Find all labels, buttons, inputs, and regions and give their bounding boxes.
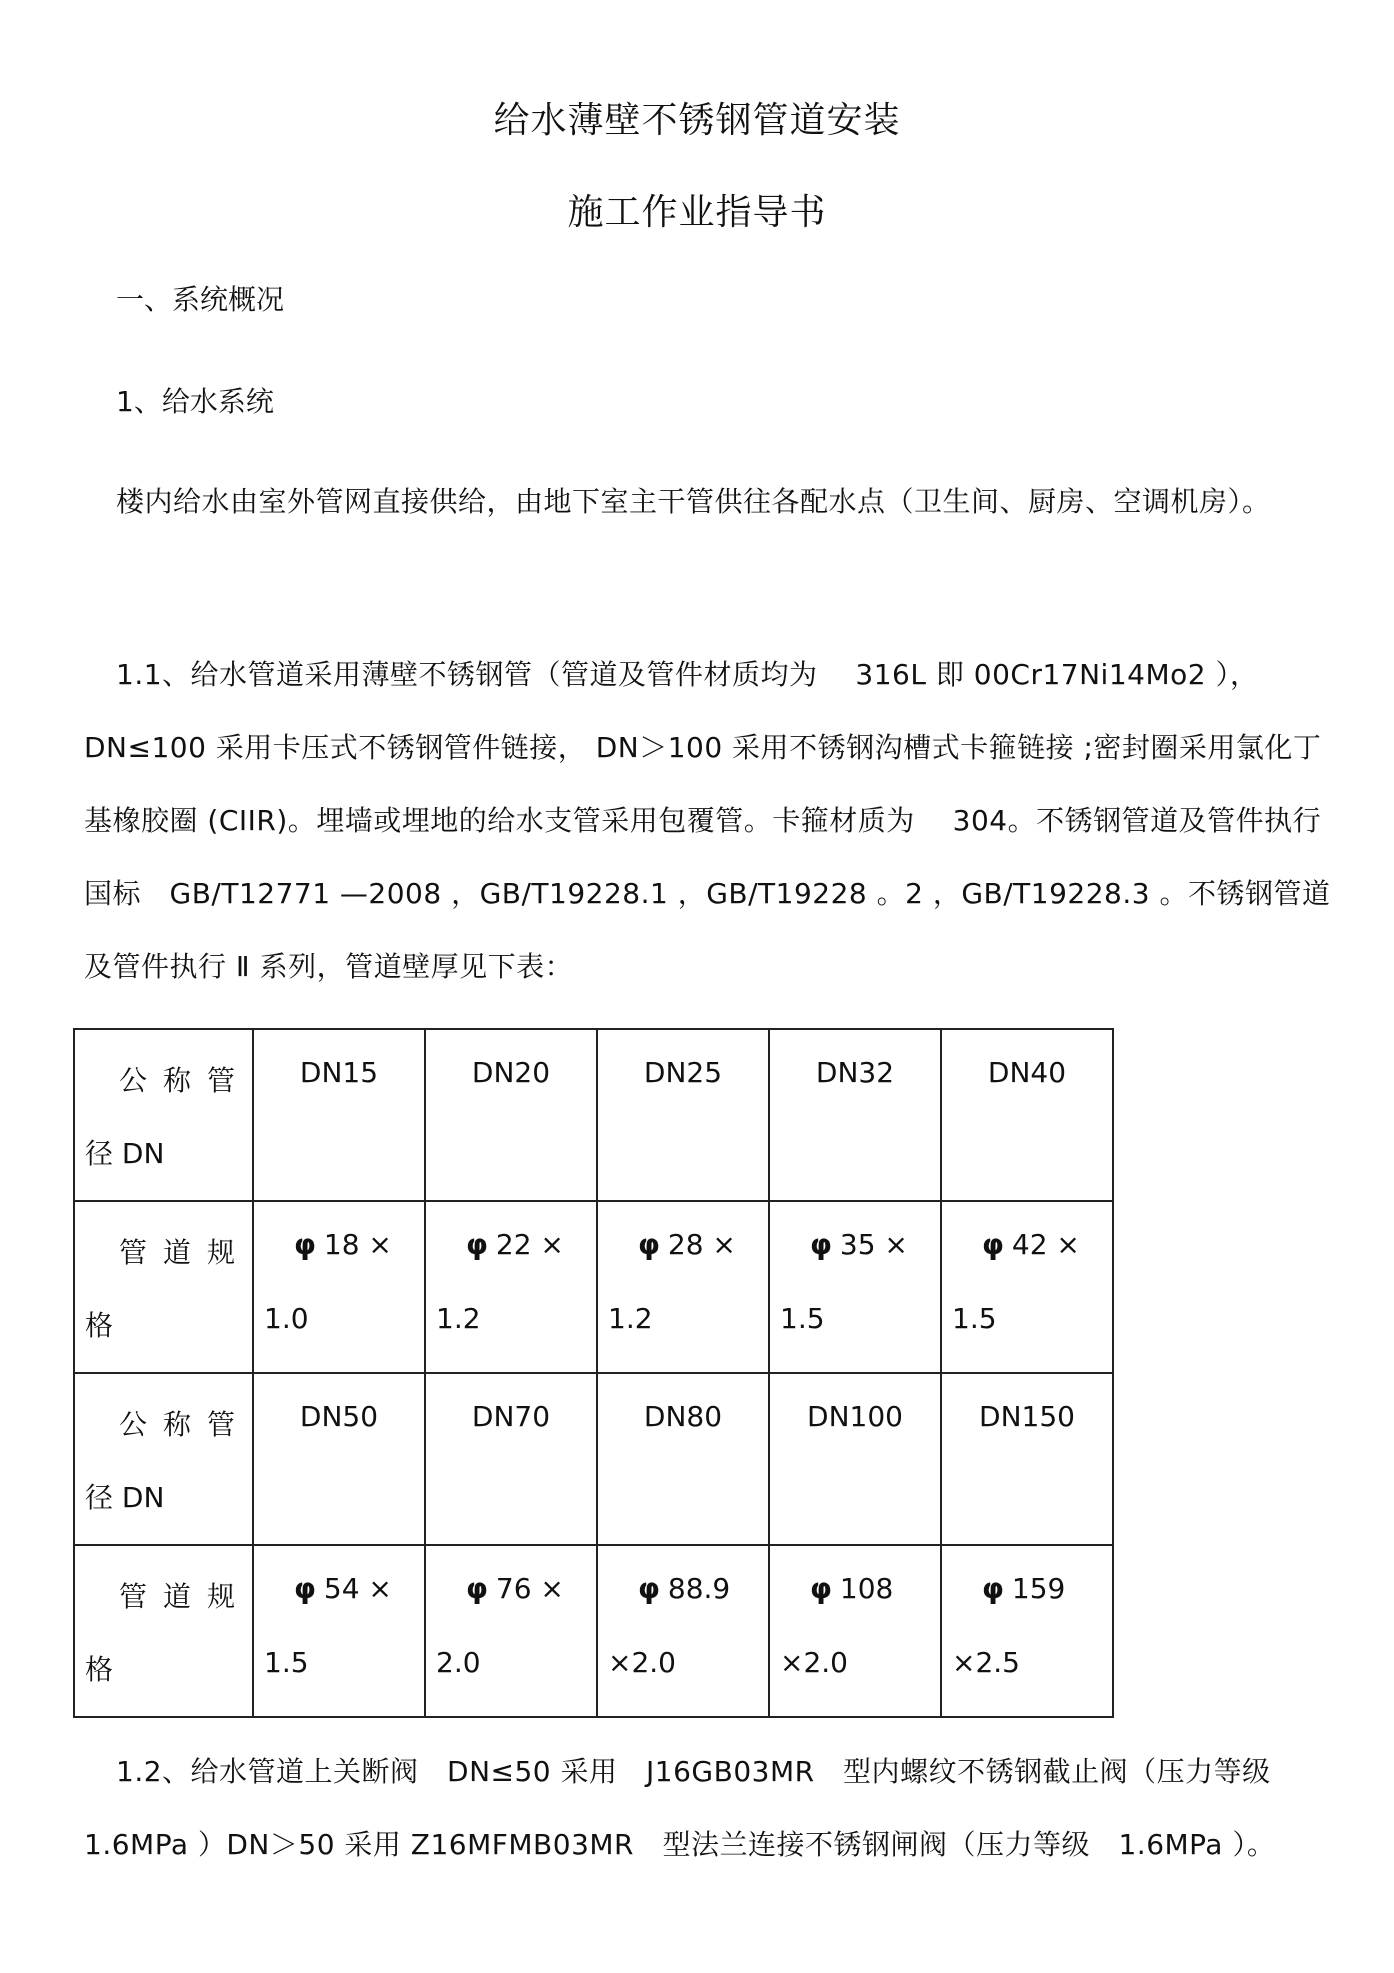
table-cell bbox=[597, 1545, 769, 1717]
spec-value-line1: 35 × bbox=[839, 1228, 908, 1261]
label-spec-line2: 格 bbox=[85, 1653, 114, 1686]
dn-value: DN80 bbox=[643, 1400, 723, 1433]
subsection-heading-water-supply: 1、给水系统 bbox=[116, 385, 274, 418]
paragraph-valves: 1.2、给水管道上关断阀 DN≤50 采用 J16GB03MR 型内螺纹不锈钢截止阀（压力等级 1.6MPa ）DN＞50 采用 Z16MFMB03MR 型法兰连接不锈钢闸阀（压力等级 1.6MPa ）。 bbox=[84, 1755, 1276, 1861]
table-cell bbox=[425, 1029, 597, 1201]
label-spec-line1: 管道规 bbox=[119, 1236, 252, 1269]
table-cell bbox=[941, 1373, 1113, 1545]
phi-symbol: φ bbox=[638, 1228, 660, 1261]
spec-value-line1: 22 × bbox=[495, 1228, 564, 1261]
spec-value-line2: 1.5 bbox=[264, 1646, 309, 1679]
dn-value: DN32 bbox=[815, 1056, 895, 1089]
document-title-line2: 施工作业指导书 bbox=[567, 192, 827, 233]
spec-value-line1: 76 × bbox=[495, 1572, 564, 1605]
table-row bbox=[74, 1545, 1113, 1717]
table-cell bbox=[941, 1029, 1113, 1201]
table-cell-label bbox=[74, 1373, 253, 1545]
table-cell bbox=[769, 1201, 941, 1373]
dn-value: DN15 bbox=[299, 1056, 379, 1089]
spec-value-line1: 159 bbox=[1011, 1572, 1066, 1605]
spec-value-line2: 2.0 bbox=[436, 1646, 481, 1679]
spec-value-line2: 1.5 bbox=[952, 1302, 997, 1335]
phi-symbol: φ bbox=[982, 1572, 1004, 1605]
table-cell bbox=[941, 1545, 1113, 1717]
table-cell bbox=[597, 1029, 769, 1201]
label-dn-line2: 径 DN bbox=[85, 1481, 165, 1514]
table-cell bbox=[769, 1373, 941, 1545]
table-cell bbox=[253, 1373, 425, 1545]
phi-symbol: φ bbox=[982, 1228, 1004, 1261]
spec-value-line2: ×2.0 bbox=[608, 1646, 676, 1679]
table-cell bbox=[769, 1545, 941, 1717]
table-cell bbox=[425, 1545, 597, 1717]
dn-value: DN50 bbox=[299, 1400, 379, 1433]
label-spec-line1: 管道规 bbox=[119, 1580, 252, 1613]
table-cell-label bbox=[74, 1201, 253, 1373]
paragraph-pipe-material: 1.1、给水管道采用薄壁不锈钢管（管道及管件材质均为 316L 即 00Cr17Ni14Mo2 ），DN≤100 采用卡压式不锈钢管件链接， DN＞100 采用不锈钢沟槽式卡箍链接 ;密封圈采用氯化丁基橡胶圈 (CIIR)。埋墙或埋地的给水支管采用包覆管。卡箍材质为 304。不锈钢管道及管件执行国标 GB/T12771 —2008 ，GB/T19228.1 ，GB/T19228 。2 ，GB/T19228.3 。不锈钢管道及管件执行 Ⅱ 系列，管道壁厚见下表： bbox=[84, 658, 1331, 983]
pipe-spec-table bbox=[73, 1028, 1114, 1718]
spec-value-line2: 1.2 bbox=[436, 1302, 481, 1335]
spec-value-line1: 42 × bbox=[1011, 1228, 1080, 1261]
table-cell bbox=[425, 1373, 597, 1545]
table-row bbox=[74, 1373, 1113, 1545]
dn-value: DN20 bbox=[471, 1056, 551, 1089]
phi-symbol: φ bbox=[466, 1228, 488, 1261]
spec-value-line1: 28 × bbox=[667, 1228, 736, 1261]
spec-value-line1: 108 bbox=[839, 1572, 894, 1605]
label-dn-line1: 公称管 bbox=[119, 1064, 252, 1097]
phi-symbol: φ bbox=[294, 1572, 316, 1605]
table-cell bbox=[253, 1029, 425, 1201]
dn-value: DN150 bbox=[979, 1400, 1075, 1433]
dn-value: DN40 bbox=[987, 1056, 1067, 1089]
paragraph-water-supply-source: 楼内给水由室外管网直接供给，由地下室主干管供往各配水点（卫生间、厨房、空调机房）。 bbox=[116, 485, 1271, 518]
phi-symbol: φ bbox=[810, 1572, 832, 1605]
dn-value: DN100 bbox=[807, 1400, 903, 1433]
table-cell bbox=[253, 1545, 425, 1717]
spec-value-line1: 54 × bbox=[323, 1572, 392, 1605]
dn-value: DN25 bbox=[643, 1056, 723, 1089]
section-heading-overview: 一、系统概况 bbox=[116, 283, 285, 316]
table-cell bbox=[769, 1029, 941, 1201]
table-cell-label bbox=[74, 1545, 253, 1717]
phi-symbol: φ bbox=[466, 1572, 488, 1605]
spec-value-line2: ×2.5 bbox=[952, 1646, 1020, 1679]
dn-value: DN70 bbox=[471, 1400, 551, 1433]
phi-symbol: φ bbox=[810, 1228, 832, 1261]
phi-symbol: φ bbox=[294, 1228, 316, 1261]
table-cell bbox=[425, 1201, 597, 1373]
spec-value-line1: 18 × bbox=[323, 1228, 392, 1261]
spec-value-line2: ×2.0 bbox=[780, 1646, 848, 1679]
table-cell bbox=[253, 1201, 425, 1373]
document-title-line1: 给水薄壁不锈钢管道安装 bbox=[493, 100, 901, 141]
spec-value-line2: 1.5 bbox=[780, 1302, 825, 1335]
phi-symbol: φ bbox=[638, 1572, 660, 1605]
label-dn-line2: 径 DN bbox=[85, 1137, 165, 1170]
table-row bbox=[74, 1201, 1113, 1373]
spec-value-line2: 1.2 bbox=[608, 1302, 653, 1335]
spec-value-line1: 88.9 bbox=[667, 1572, 731, 1605]
table-cell bbox=[941, 1201, 1113, 1373]
label-spec-line2: 格 bbox=[85, 1309, 114, 1342]
table-cell bbox=[597, 1201, 769, 1373]
table-cell bbox=[597, 1373, 769, 1545]
label-dn-line1: 公称管 bbox=[119, 1408, 252, 1441]
table-row bbox=[74, 1029, 1113, 1201]
spec-value-line2: 1.0 bbox=[264, 1302, 309, 1335]
table-cell-label bbox=[74, 1029, 253, 1201]
